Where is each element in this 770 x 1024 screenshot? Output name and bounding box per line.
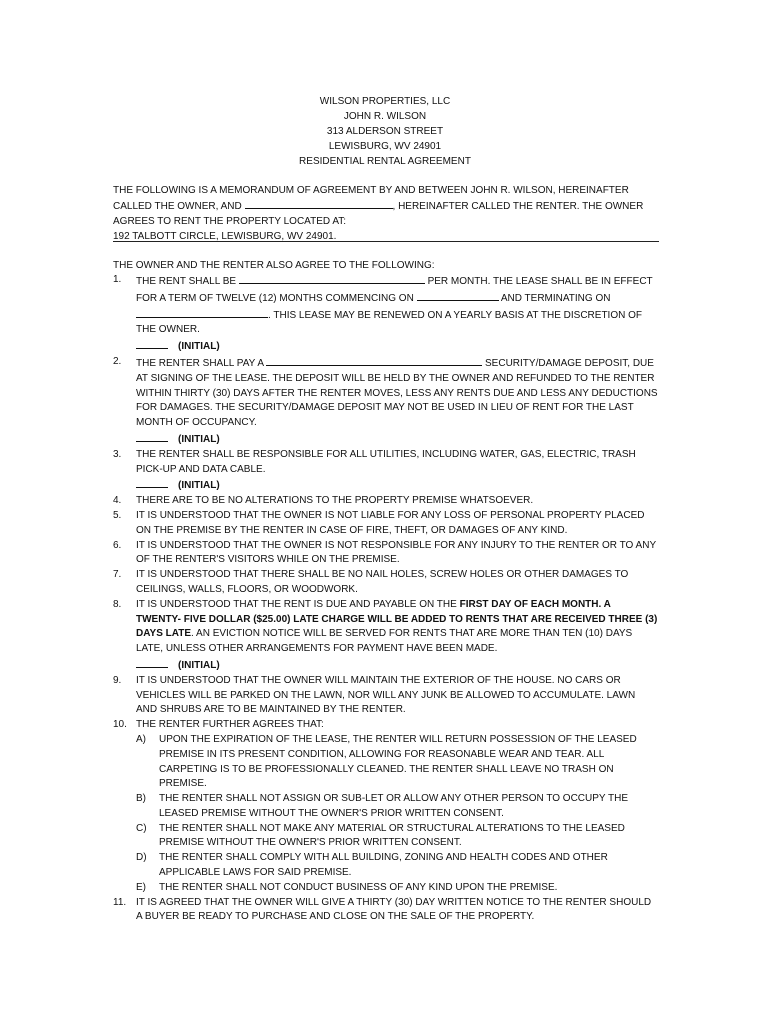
sub-item-text: THE RENTER SHALL NOT CONDUCT BUSINESS OF ANY KIND UPON THE PREMISE. [159, 881, 558, 893]
terms-list [113, 273, 658, 925]
document-title: RESIDENTIAL RENTAL AGREEMENT [299, 156, 471, 167]
term-number: 3. [113, 448, 122, 460]
term-item [113, 674, 658, 718]
sub-item-label: C) [136, 822, 147, 834]
initial-blank[interactable] [136, 431, 168, 442]
term-item [113, 539, 658, 569]
owner-name: JOHN R. WILSON [343, 111, 427, 122]
sub-item-text: THE RENTER SHALL NOT ASSIGN OR SUB-LET OR ALLOW ANY OTHER PERSON TO OCCUPY THE LEASED PREMISE WITHOUT THE OWNER'S PRIOR WRITTEN CONSENT. [159, 793, 629, 819]
initial-label: (INITIAL) [178, 480, 220, 492]
section-divider [113, 241, 659, 242]
street-address: 313 ALDERSON STREET [326, 126, 444, 137]
initial-label: (INITIAL) [178, 341, 220, 353]
term-item [113, 273, 658, 355]
term-text: PER MONTH. THE LEASE SHALL BE IN EFFECT FOR A TERM OF TWELVE (12) MONTHS COMMENCING ON [136, 276, 653, 304]
term-item [113, 509, 658, 539]
term-number: 10. [113, 719, 127, 731]
term-number: 7. [113, 569, 122, 581]
term-number: 1. [113, 274, 122, 285]
term-item [113, 718, 658, 896]
sub-item [136, 822, 658, 852]
term-text: THE RENTER FURTHER AGREES THAT: [136, 719, 324, 731]
terminating-date-blank[interactable] [136, 307, 268, 318]
sub-item-label: A) [136, 733, 146, 745]
sub-item [136, 851, 658, 881]
term-text: THE RENTER SHALL PAY A [136, 357, 264, 369]
intro-text-b: , HEREINAFTER CALLED THE RENTER. THE OWNER AGREES TO RENT THE PROPERTY LOCATED AT: [113, 201, 644, 227]
intro-paragraph [113, 183, 653, 244]
term-item [113, 355, 658, 448]
commencing-date-blank[interactable] [417, 290, 499, 301]
term-number: 2. [113, 355, 122, 367]
rent-amount-blank[interactable] [239, 273, 425, 284]
term-item [113, 494, 658, 509]
term-text: IT IS UNDERSTOOD THAT THE OWNER IS NOT LIABLE FOR ANY LOSS OF PERSONAL PROPERTY PLACED ON THE PREMISE BY THE RENTER IN CASE OF FIRE, THEFT, OR DAMAGES OF ANY KIND. [136, 509, 645, 536]
sub-item-text: THE RENTER SHALL NOT MAKE ANY MATERIAL OR STRUCTURAL ALTERATIONS TO THE LEASED PREMISE WITHOUT THE OWNER'S PRIOR WRITTEN CONSENT. [159, 822, 625, 849]
intro-text-a: THE FOLLOWING IS A MEMORANDUM OF AGREEMENT BY AND BETWEEN JOHN R. WILSON, HEREINAFTER CALLED THE OWNER, AND [113, 185, 629, 212]
term-text: SECURITY/DAMAGE DEPOSIT, DUE AT SIGNING OF THE LEASE. THE DEPOSIT WILL BE HELD BY THE OWNER AND REFUNDED TO THE RENTER WITHIN THIRTY (30) DAYS AFTER THE RENTER MOVES, LESS ANY RENTS DUE AND LESS ANY DEDUCTIONS FOR DAMAGES. THE SECURITY/DAMAGE DEPOSIT MAY NOT BE USED IN LIEU OF RENT FOR THE LAST MONTH OF OCCUPANCY. [136, 357, 658, 429]
sub-item-label: E) [136, 881, 146, 893]
term-text: THE RENT SHALL BE [136, 276, 237, 287]
company-name: WILSON PROPERTIES, LLC [319, 96, 451, 107]
term-text: IT IS UNDERSTOOD THAT THE OWNER WILL MAINTAIN THE EXTERIOR OF THE HOUSE. NO CARS OR VEHICLES WILL BE PARKED ON THE LAWN, NOR WILL ANY JUNK BE ALLOWED TO ACCUMULATE. LAWN AND SHRUBS ARE TO BE MAINTAINED BY THE RENTER. [136, 674, 636, 716]
sub-item-label: B) [136, 793, 146, 805]
term-text: IT IS UNDERSTOOD THAT THERE SHALL BE NO NAIL HOLES, SCREW HOLES OR OTHER DAMAGES TO CEILINGS, WALLS, FLOORS, OR WOODWORK. [136, 569, 629, 595]
term-number: 5. [113, 509, 122, 521]
initial-blank[interactable] [136, 657, 168, 668]
deposit-amount-blank[interactable] [266, 355, 482, 366]
term-text: IT IS UNDERSTOOD THAT THE RENT IS DUE AND PAYABLE ON THE [136, 598, 457, 610]
sub-item-text: UPON THE EXPIRATION OF THE LEASE, THE RENTER WILL RETURN POSSESSION OF THE LEASED PREMISE IN ITS PRESENT CONDITION, ALLOWING FOR REASONABLE WEAR AND TEAR. ALL CARPETING IS TO BE PROFESSIONALLY CLEANED. THE RENTER SHALL LEAVE NO TRASH ON PREMISE. [159, 733, 637, 790]
sub-item [136, 881, 658, 896]
initial-label: (INITIAL) [178, 433, 220, 445]
term-text: . AN EVICTION NOTICE WILL BE SERVED FOR RENTS THAT ARE MORE THAN TEN (10) DAYS LATE, UNLESS OTHER ARRANGEMENTS FOR PAYMENT HAVE BEEN MADE. [136, 628, 633, 655]
term-text: . THIS LEASE MAY BE RENEWED ON A YEARLY BASIS AT THE DISCRETION OF THE OWNER. [136, 309, 642, 336]
term-number: 9. [113, 674, 122, 686]
term-text: THE RENTER SHALL BE RESPONSIBLE FOR ALL UTILITIES, INCLUDING WATER, GAS, ELECTRIC, TRASH PICK-UP AND DATA CABLE. [136, 448, 636, 475]
term-item [113, 448, 658, 494]
late-charge-text: FIRST DAY OF EACH MONTH. A TWENTY- FIVE DOLLAR ($25.00) LATE CHARGE WILL BE ADDED TO RENTS THAT ARE RECEIVED THREE (3) DAYS LATE [136, 598, 658, 640]
sub-item-label: D) [136, 852, 147, 864]
property-address: 192 TALBOTT CIRCLE, LEWISBURG, WV 24901. [113, 231, 337, 242]
term-text: AND TERMINATING ON [500, 292, 611, 304]
term-text: IT IS AGREED THAT THE OWNER WILL GIVE A THIRTY (30) DAY WRITTEN NOTICE TO THE RENTER SHOULD A BUYER BE READY TO PURCHASE AND CLOSE ON THE SALE OF THE PROPERTY. [136, 896, 652, 923]
term-number: 6. [113, 539, 122, 551]
term-number: 4. [113, 495, 122, 507]
term-number: 8. [113, 598, 122, 610]
term-number: 11. [113, 896, 127, 908]
sub-item [136, 792, 658, 822]
term-item [113, 896, 658, 926]
term-item [113, 598, 658, 674]
city-state-zip: LEWISBURG, WV 24901 [328, 141, 442, 152]
sub-item-text: THE RENTER SHALL COMPLY WITH ALL BUILDING, ZONING AND HEALTH CODES AND OTHER APPLICABLE LAWS FOR SAID PREMISE. [159, 852, 608, 879]
agree-heading: THE OWNER AND THE RENTER ALSO AGREE TO THE FOLLOWING: [113, 260, 435, 271]
initial-blank[interactable] [136, 338, 168, 349]
letterhead [0, 94, 770, 169]
renter-name-blank[interactable] [245, 198, 393, 209]
term-text: THERE ARE TO BE NO ALTERATIONS TO THE PROPERTY PREMISE WHATSOEVER. [136, 495, 534, 507]
term-item [113, 568, 658, 598]
term-text: IT IS UNDERSTOOD THAT THE OWNER IS NOT RESPONSIBLE FOR ANY INJURY TO THE RENTER OR TO ANY OF THE RENTER'S VISITORS WHILE ON THE PREMISE. [136, 539, 656, 566]
initial-label: (INITIAL) [178, 659, 220, 671]
sub-item [136, 733, 658, 792]
initial-blank[interactable] [136, 477, 168, 488]
